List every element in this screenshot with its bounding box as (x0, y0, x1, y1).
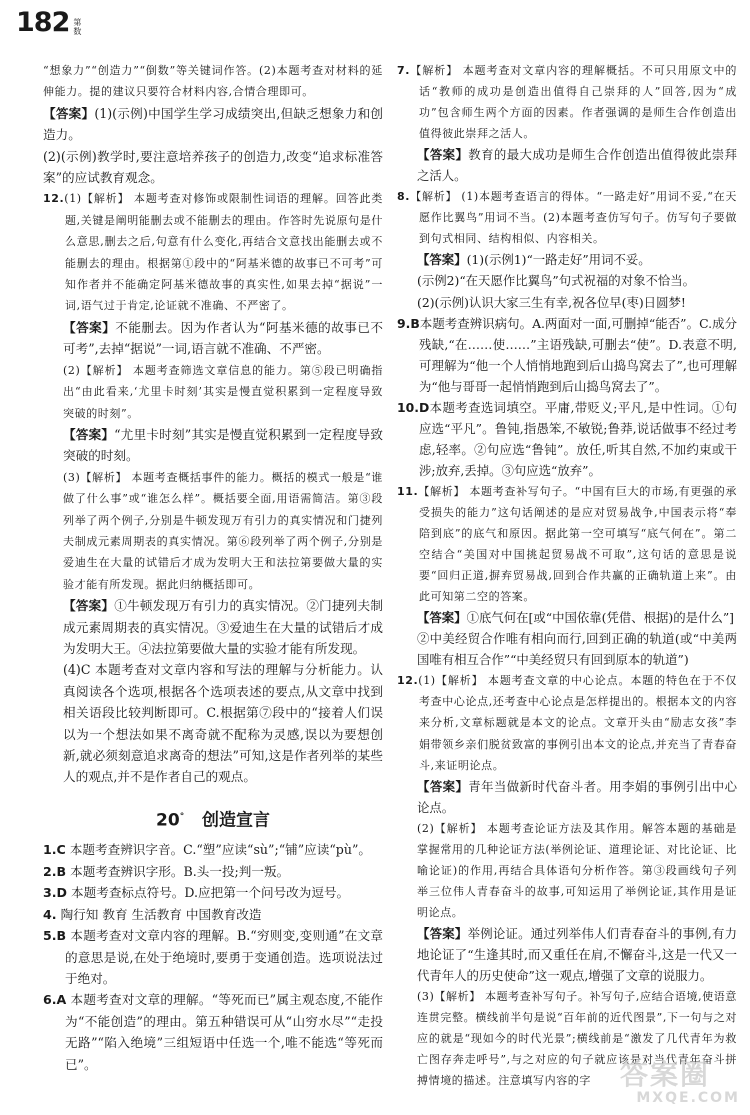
answer-paragraph (397, 818, 737, 923)
section-item (43, 839, 383, 860)
answer-text: (3)【解析】 本题考查概括事件的能力。概括的模式一般是“谁做了什么事”或“谁怎么样”。概括要全面,用语需简洁。第③段列举了两个例子,分别是牛顿发现万有引力的真实情况和门捷列夫制成元素周期表的真实情况。第⑥段列举了两个例子,分别是爱迪生在大量的试错后才成为发明大王和法拉第要做大量的实验才能有所发现。据此归纳概括即可。 (63, 470, 383, 591)
answer-text: ②中美经贸合作唯有相向而行,回到正确的轨道(或“中美两国唯有相互合作”“中美经贸只有回到原本的轨道”) (417, 631, 737, 668)
question-number: 12. (43, 192, 65, 206)
answer-text: 【解析】 (1)本题考查语言的得体。“一路走好”用词不妥,“在天愿作比翼鸟”用词不当。(2)本题考查仿写句子。仿写句子要做到句式相同、结构相似、内容相关。 (410, 190, 737, 246)
answer-text: (4)C 本题考查对文章内容和写法的理解与分析能力。认真阅读各个选项,根据各个选项表述的要点,从文章中找到相关语段比较判断即可。C.根据第⑦段中的“接着人们误以为一个想法如果不离奇就不配称为灵感,误以为要想创新,就必须刻意追求离奇的想法”可知,这是作者列举的某些人的观点,并不是作者自己的观点。 (63, 662, 383, 785)
answer-paragraph (43, 317, 383, 360)
section-heading: 20° 创造宣言 (156, 810, 270, 831)
question-number: 5.B (43, 928, 67, 944)
answer-text: 本题考查辨识字形。B.头一投;判一叛。 (70, 863, 290, 879)
section-item (43, 904, 383, 925)
answer-text: (2)【解析】 本题考查论证方法及其作用。解答本题的基础是掌握常用的几种论证方法(举例论证、道理论证、对比论证、比喻论证)的作用,再结合具体语句分析作答。第③段画线句子列举三位伟人青春奋斗的故事,可知运用了举例论证,其作用是证明论点。 (417, 821, 737, 919)
question-number: 6.A (43, 992, 67, 1008)
section-item (43, 861, 383, 882)
answer-paragraph (43, 60, 383, 103)
answer-tag: 【答案】 (63, 598, 115, 614)
section-item (43, 925, 383, 989)
answer-text: 举例论证。通过列举伟人们青春奋斗的事例,有力地论证了“生逢其时,而又重任在肩,不懈奋斗,这是一代又一代青年人的历史使命”这一观点,增强了文章的说服力。 (417, 925, 737, 984)
answer-text: (2)(示例)认识大家三生有幸,祝各位早(枣)日圆梦! (417, 294, 686, 310)
right-column (397, 60, 737, 1091)
question-number: 12. (397, 674, 419, 688)
answer-text: 教育的最大成功是师生合作创造出值得彼此崇拜之活人。 (417, 147, 738, 184)
answer-paragraph (397, 144, 737, 186)
question-number: 2.B (43, 863, 67, 879)
answer-tag: 【答案】 (63, 319, 116, 335)
question-number: 3.D (43, 885, 68, 901)
answer-text: ①底气何在[或“中国依靠(凭借、根据)的是什么”] (466, 610, 734, 626)
header-mark: 第数 (73, 18, 82, 36)
answer-text: (示例2)“在天愿作比翼鸟”句式祝福的对象不恰当。 (417, 273, 696, 289)
answer-paragraph (397, 397, 737, 481)
section-number: 20 (156, 810, 180, 831)
answer-paragraph (43, 467, 383, 595)
answer-paragraph (397, 60, 737, 144)
answer-paragraph (397, 607, 737, 628)
watermark-logo: 答案圈 MXQE.COM (620, 1058, 740, 1106)
answer-text: “尤里卡时刻”其实是慢直觉积累到一定程度导致突破的时刻。 (63, 426, 383, 464)
answer-text: 青年当做新时代奋斗者。用李娟的事例引出中心论点。 (417, 778, 738, 815)
answer-paragraph (43, 595, 383, 659)
answer-paragraph (397, 670, 737, 775)
section-items (43, 839, 383, 1074)
answer-tag: 【答案】 (417, 925, 468, 941)
answer-paragraph (397, 249, 737, 270)
left-answers (43, 60, 383, 788)
answer-text: 本题考查对文章的理解。“等死而已”属主观态度,不能作为“不能创造”的理由。第五种错误可从“山穷水尽”“走投无路”“陷入绝境”三组短语中任选一个,唯不能选“等死而已”。 (65, 992, 383, 1072)
answer-text: 陶行知 教育 生活教育 中国教育改造 (60, 906, 262, 922)
answer-paragraph (397, 186, 737, 249)
answer-paragraph (397, 481, 737, 607)
answer-text: (1)【解析】 本题考查文章的中心论点。本题的特色在于不仅考查中心论点,还考查中心论点是怎样提出的。根据本文的内容来分析,文章标题就是本文的论点。文章开头由“励志女孩”李娟带领乡亲们脱贫致富的事例引出本文的论点,并充当了青春奋斗,来证明论点。 (418, 674, 737, 772)
answer-text: 本题考查辨识病句。A.两面对一面,可删掉“能否”。C.成分残缺,“在……使……”主语残缺,可删去“使”。D.表意不明,可理解为“他一个人悄悄地跑到后山捣鸟窝去了”,也可理解为“他与哥哥一起悄悄跑到后山捣鸟窝去了”。 (419, 315, 737, 394)
answer-paragraph (397, 292, 737, 313)
answer-paragraph (43, 659, 383, 787)
answer-paragraph (397, 776, 737, 818)
section-title: 创造宣言 (201, 810, 270, 831)
answer-paragraph (43, 360, 383, 424)
answer-text: 本题考查标点符号。D.应把第一个问号改为逗号。 (71, 885, 350, 901)
right-answers (397, 60, 737, 1091)
section-item (43, 882, 383, 903)
answer-text: 【解析】 本题考查对文章内容的理解概括。不可只用原文中的话“教师的成功是创造出值得自己崇拜的人”回答,因为“成功”包含师生两个方面的因素。作者强调的是师生合作创造出值得彼此崇拜之活人。 (410, 64, 737, 141)
answer-paragraph (397, 628, 737, 670)
answer-text: 不能删去。因为作者认为“阿基米德的故事已不可考”,去掉“据说”一词,语言就不准确、不严密。 (63, 319, 383, 357)
answer-paragraph (43, 103, 383, 146)
answer-text: (1)(示例1)“一路走好”用词不妥。 (466, 252, 651, 268)
question-number: 8. (397, 190, 411, 204)
answer-text: (1)(示例)中国学生学习成绩突出,但缺乏想象力和创造力。 (43, 105, 383, 143)
answer-tag: 【答案】 (63, 426, 115, 442)
answer-tag: 【答案】 (417, 778, 469, 794)
answer-text: 本题考查辨识字音。C.“塑”应读“sù”;“铺”应读“pù”。 (69, 842, 371, 858)
answer-paragraph (43, 188, 383, 316)
answer-tag: 【答案】 (417, 147, 469, 163)
answer-text: (2)(示例)教学时,要注意培养孩子的创造力,改变“追求标准答案”的应试教育观念。 (43, 148, 383, 186)
answer-text: “想象力”“创造力”“倒数”等关键词作答。(2)本题考查对材料的延伸能力。提的建议只要符合材料内容,合情合理即可。 (43, 64, 383, 99)
answer-text: (3)【解析】 本题考查补写句子。补写句子,应结合语境,使语意连贯完整。横线前半句是说“百年前的近代图景”,下一句与之对应的就是“现如今的时代光景”;横线前是“激发了几代青年为救亡图存奔走呼号”,与之对应的句子就应该是对当代青年奋斗拼搏情境的描述。注意填写内容的字 (417, 990, 737, 1088)
answer-paragraph (397, 270, 737, 291)
answer-tag: 【答案】 (417, 252, 467, 268)
answer-paragraph (43, 424, 383, 467)
answer-text: (2)【解析】 本题考查筛选文章信息的能力。第⑤段已明确指出“由此看来,‘尤里卡时刻’其实是慢直觉积累到一定程度导致突破的时刻”。 (63, 363, 383, 420)
question-number: 11. (397, 484, 419, 498)
answer-tag: 【答案】 (417, 610, 467, 626)
question-number: 4. (43, 906, 57, 922)
answer-paragraph (43, 146, 383, 189)
answer-text: 本题考查对文章内容的理解。B.“穷则变,变则通”在文章的意思是说,在处于绝境时,要勇于变通创造。选项说法过于绝对。 (65, 928, 383, 986)
answer-tag: 【答案】 (43, 105, 95, 121)
page-number: 182 (16, 7, 70, 38)
answer-paragraph (397, 313, 737, 397)
question-number: 9.B (397, 315, 420, 331)
answer-paragraph (397, 923, 737, 986)
question-number: 7. (397, 64, 411, 77)
page-header (16, 6, 83, 46)
answer-text: 本题考查选词填空。平庸,带贬义;平凡,是中性词。①句应选“平凡”。鲁钝,指愚笨,不敏锐;鲁莽,说话做事不经过考虑,轻率。②句应选“鲁钝”。放任,听其自然,不加约束或干涉;放弃,丢掉。③句应选“放弃”。 (419, 399, 737, 478)
question-number: 1.C (43, 842, 66, 858)
answer-text: ①牛顿发现万有引力的真实情况。②门捷列夫制成元素周期表的真实情况。③爱迪生在大量的试错后才成为发明大王。④法拉第要做大量的实验才能有所发现。 (63, 598, 383, 656)
section-item (43, 989, 383, 1075)
left-column (43, 60, 383, 1075)
answer-text: 【解析】 本题考查补写句子。“中国有巨大的市场,有更强的承受损失的能力”这句话阐述的是应对贸易战争,中国表示将“奉陪到底”的底气和原因。据此第一空可填写“底气何在”。第二空结合“美国对中国挑起贸易战不可取”,这句话的意思是说要“回归正道,摒弃贸易战,回到合作共赢的正确轨道上来”。由此可知第二空的答案。 (418, 484, 737, 604)
answer-text: (1)【解析】 本题考查对修饰或限制性词语的理解。回答此类题,关键是阐明能删去或不能删去的理由。作答时先说原句是什么意思,删去之后,句意有什么变化,再结合文意找出能删去或不能删去的理由。根据第①段中的“阿基米德的故事已不可考”可知作者并不能确定阿基米德故事的真实性,如果去掉“据说”一词,语气过于肯定,论证就不准确、不严密了。 (64, 192, 383, 313)
question-number: 10.D (397, 399, 430, 415)
